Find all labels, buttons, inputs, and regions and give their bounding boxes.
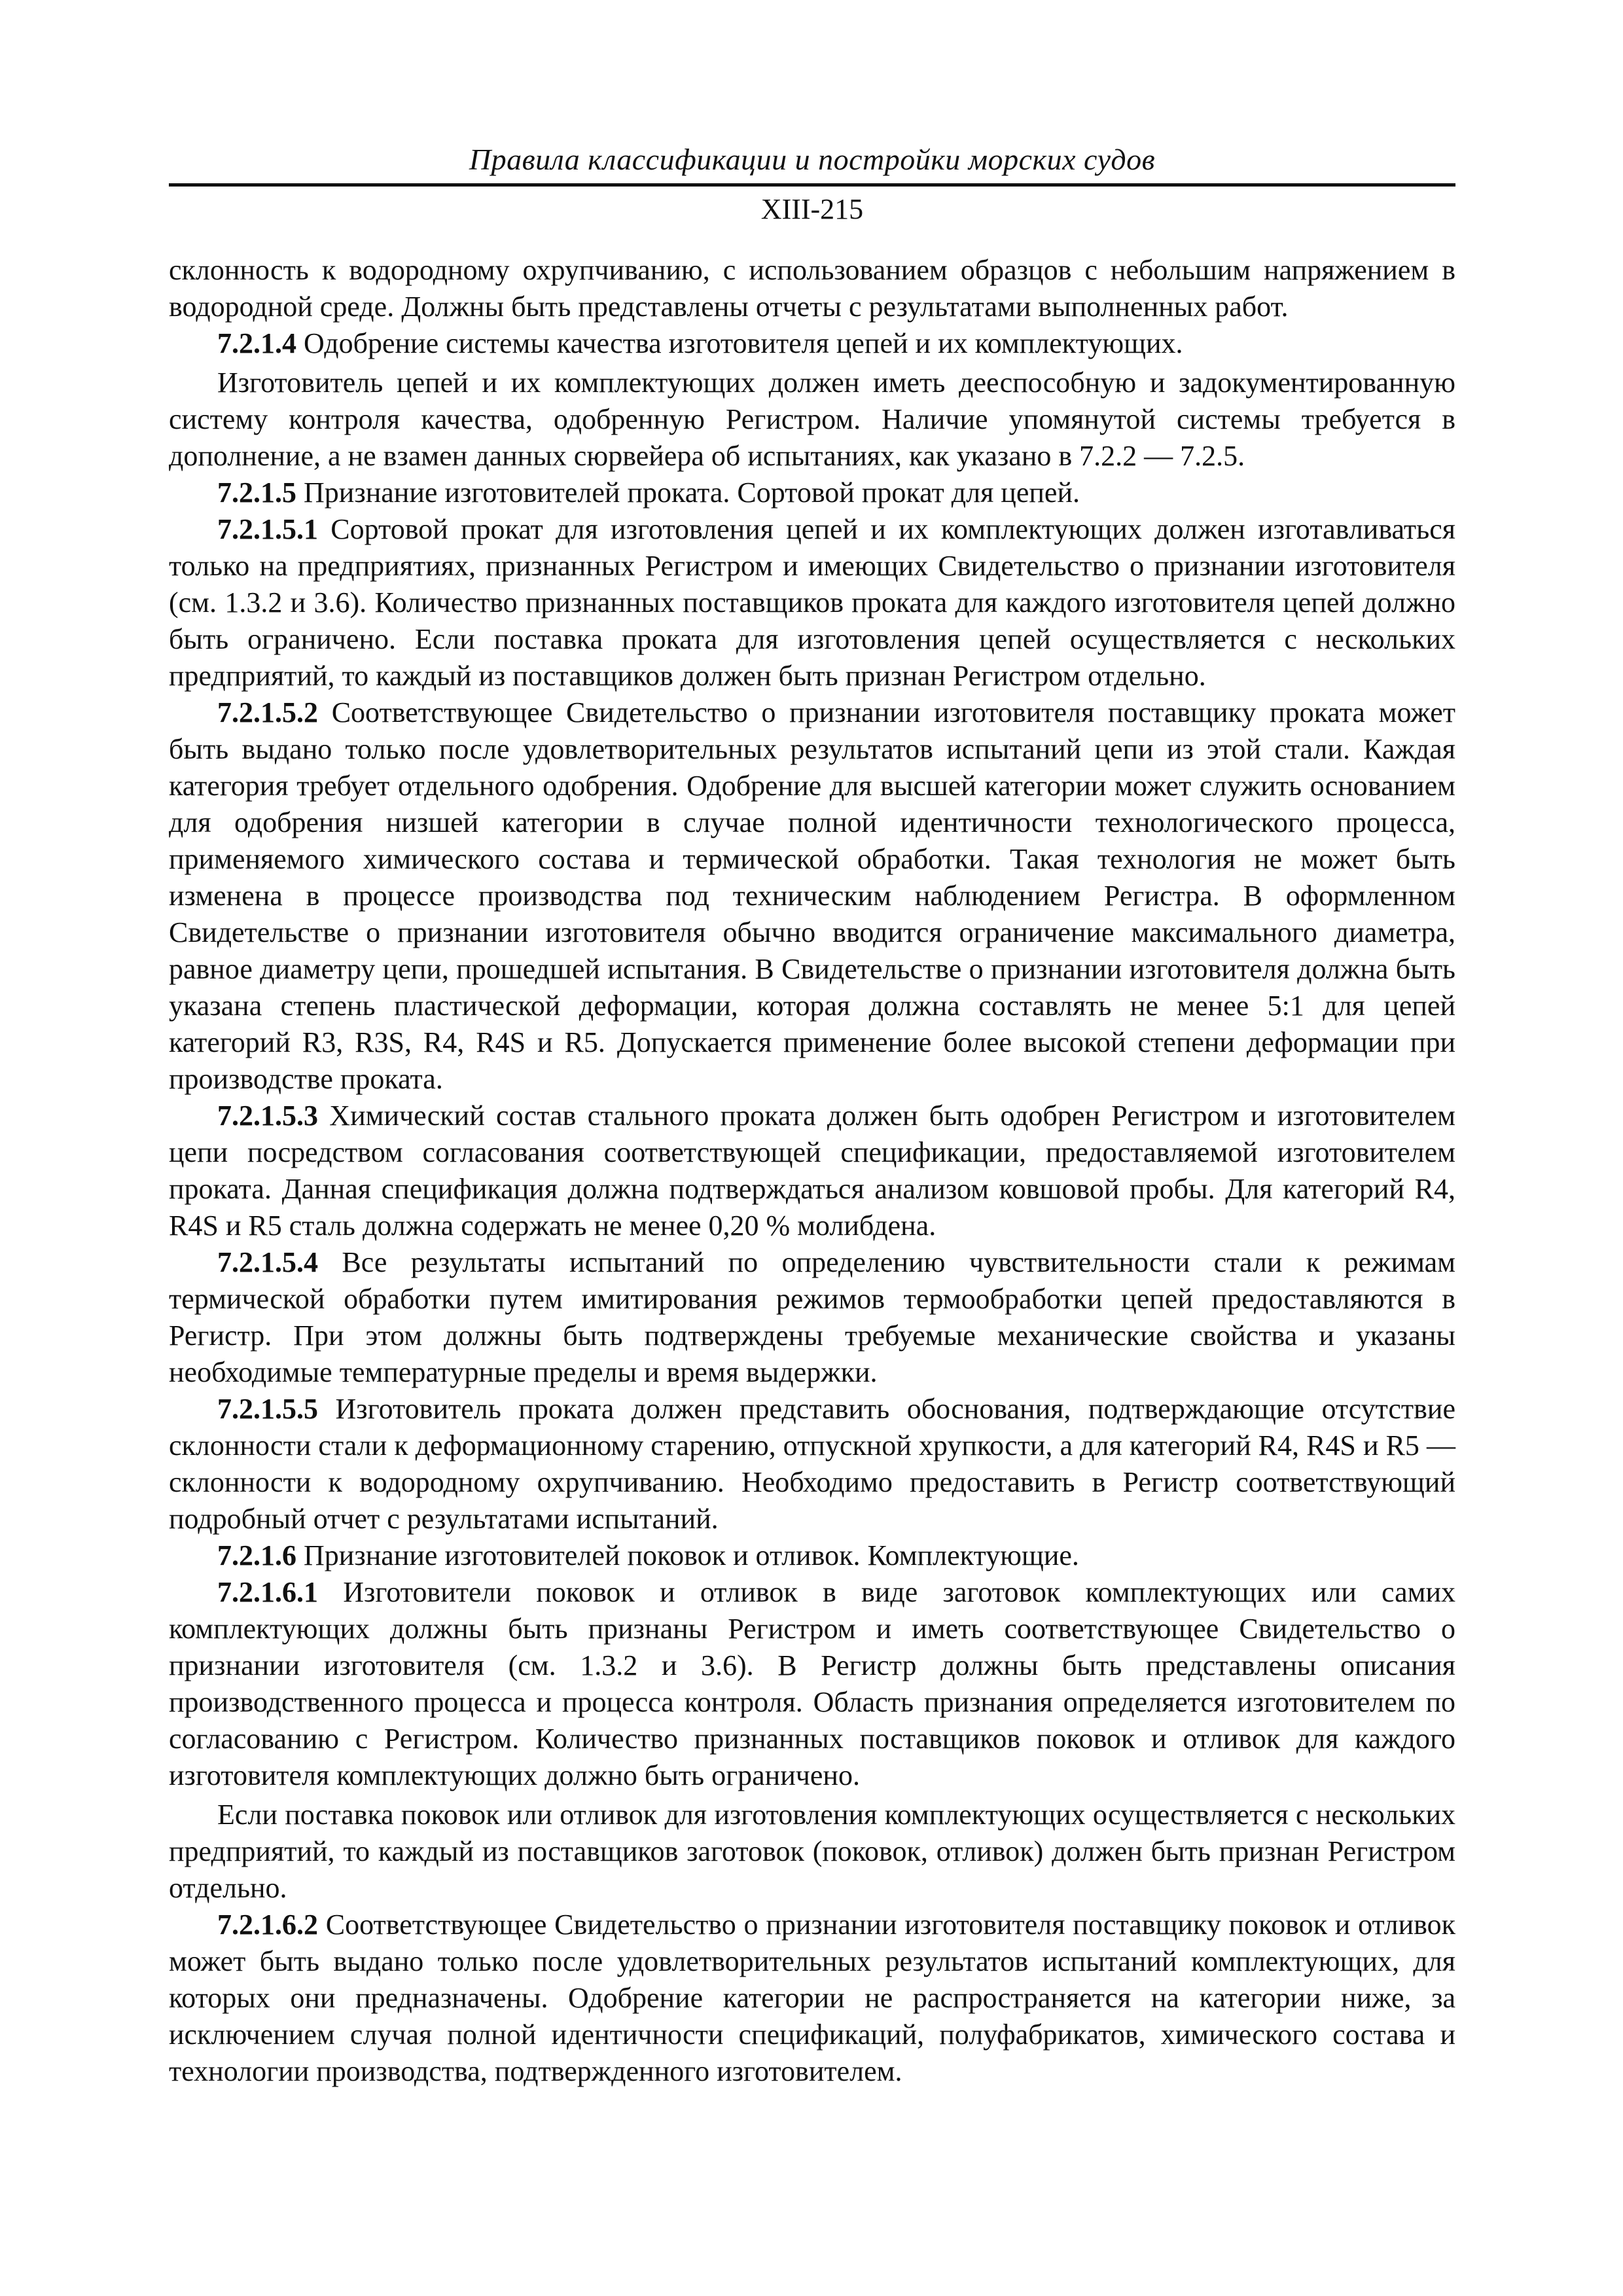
document-body (169, 252, 1455, 2090)
clause-number: 7.2.1.5 (217, 476, 296, 509)
paragraph (169, 1244, 1455, 1391)
paragraph (169, 1537, 1455, 1574)
paragraph-text: Изготовители поковок и отливок в виде заготовок комплектующих или самих комплектующих должны быть признаны Регистром и иметь соответствующее Свидетельство о признании изготовителя (см. 1.3.2 и 3.6). В Регистр должны быть представлены описания производственного процесса и процесса контроля. Область признания определяется изготовителем по согласованию с Регистром. Количество признанных поставщиков поковок и отливок для каждого изготовителя комплектующих должно быть ограничено. (169, 1576, 1455, 1791)
paragraph-text: Признание изготовителей поковок и отливок. Комплектующие. (296, 1539, 1079, 1571)
header-rule (169, 183, 1455, 187)
clause-number: 7.2.1.5.2 (217, 696, 318, 728)
paragraph (169, 1098, 1455, 1244)
paragraph (169, 252, 1455, 325)
clause-number: 7.2.1.4 (217, 327, 296, 359)
paragraph-text: Признание изготовителей проката. Сортовой прокат для цепей. (296, 476, 1080, 509)
paragraph (169, 365, 1455, 475)
paragraph (169, 1574, 1455, 1794)
running-title: Правила классификации и постройки морских судов (469, 143, 1156, 176)
clause-number: 7.2.1.5.4 (217, 1246, 318, 1278)
paragraph (169, 1907, 1455, 2090)
paragraph-text: Если поставка поковок или отливок для изготовления комплектующих осуществляется с нескольких предприятий, то каждый из поставщиков заготовок (поковок, отливок) должен быть признан Регистром отдельно. (169, 1799, 1455, 1904)
paragraph-text: Изготовитель проката должен представить обоснования, подтверждающие отсутствие склонности стали к деформационному старению, отпускной хрупкости, а для категорий R4, R4S и R5 — склонности к водородному охрупчиванию. Необходимо предоставить в Регистр соответствующий подробный отчет с результатами испытаний. (169, 1393, 1455, 1535)
paragraph-text: Все результаты испытаний по определению чувствительности стали к режимам термической обработки путем имитирования режимов термообработки цепей предоставляются в Регистр. При этом должны быть подтверждены требуемые механические свойства и указаны необходимые температурные пределы и время выдержки. (169, 1246, 1455, 1388)
paragraph-text: Химический состав стального проката должен быть одобрен Регистром и изготовителем цепи посредством согласования соответствующей спецификации, предоставляемой изготовителем проката. Данная спецификация должна подтверждаться анализом ковшовой пробы. Для категорий R4, R4S и R5 сталь должна содержать не менее 0,20 % молибдена. (169, 1100, 1455, 1242)
paragraph-text: Соответствующее Свидетельство о признании изготовителя поставщику поковок и отливок может быть выдано только после удовлетворительных результатов испытаний комплектующих, для которых они предназначены. Одобрение категории не распространяется на категории ниже, за исключением случая полной идентичности спецификаций, полуфабрикатов, химического состава и технологии производства, подтвержденного изготовителем. (169, 1909, 1455, 2087)
paragraph (169, 1391, 1455, 1537)
clause-number: 7.2.1.5.3 (217, 1100, 318, 1132)
paragraph (169, 325, 1455, 362)
paragraph (169, 511, 1455, 694)
paragraph-text: Сортовой прокат для изготовления цепей и их комплектующих должен изготавливаться только на предприятиях, признанных Регистром и имеющих Свидетельство о признании изготовителя (см. 1.3.2 и 3.6). Количество признанных поставщиков проката для каждого изготовителя цепей должно быть ограничено. Если поставка проката для изготовления цепей осуществляется с нескольких предприятий, то каждый из поставщиков должен быть признан Регистром отдельно. (169, 513, 1455, 692)
clause-number: 7.2.1.5.5 (217, 1393, 318, 1425)
paragraph-text: Изготовитель цепей и их комплектующих должен иметь дееспособную и задокументированную систему контроля качества, одобренную Регистром. Наличие упомянутой системы требуется в дополнение, а не взамен данных сюрвейера об испытаниях, как указано в 7.2.2 — 7.2.5. (169, 367, 1455, 472)
clause-number: 7.2.1.6.2 (217, 1909, 318, 1941)
page-number: XIII-215 (760, 193, 864, 225)
paragraph-text: склонность к водородному охрупчиванию, с использованием образцов с небольшим напряжением в водородной среде. Должны быть представлены отчеты с результатами выполненных работ. (169, 254, 1455, 323)
document-page (169, 141, 1455, 2090)
paragraph (169, 1797, 1455, 1907)
paragraph (169, 694, 1455, 1098)
paragraph-text: Одобрение системы качества изготовителя цепей и их комплектующих. (296, 327, 1183, 359)
paragraph (169, 475, 1455, 511)
clause-number: 7.2.1.6 (217, 1539, 296, 1571)
paragraph-text: Соответствующее Свидетельство о признании изготовителя поставщику проката может быть выдано только после удовлетворительных результатов испытаний цепи из этой стали. Каждая категория требует отдельного одобрения. Одобрение для высшей категории может служить основанием для одобрения низшей категории в случае полной идентичности технологического процесса, применяемого химического состава и термической обработки. Такая технология не может быть изменена в процессе производства под техническим наблюдением Регистра. В оформленном Свидетельстве о признании изготовителя обычно вводится ограничение максимального диаметра, равное диаметру цепи, прошедшей испытания. В Свидетельстве о признании изготовителя должна быть указана степень пластической деформации, которая должна составлять не менее 5:1 для цепей категорий R3, R3S, R4, R4S и R5. Допускается применение более высокой степени деформации при производстве проката. (169, 696, 1455, 1095)
clause-number: 7.2.1.6.1 (217, 1576, 318, 1608)
clause-number: 7.2.1.5.1 (217, 513, 318, 545)
